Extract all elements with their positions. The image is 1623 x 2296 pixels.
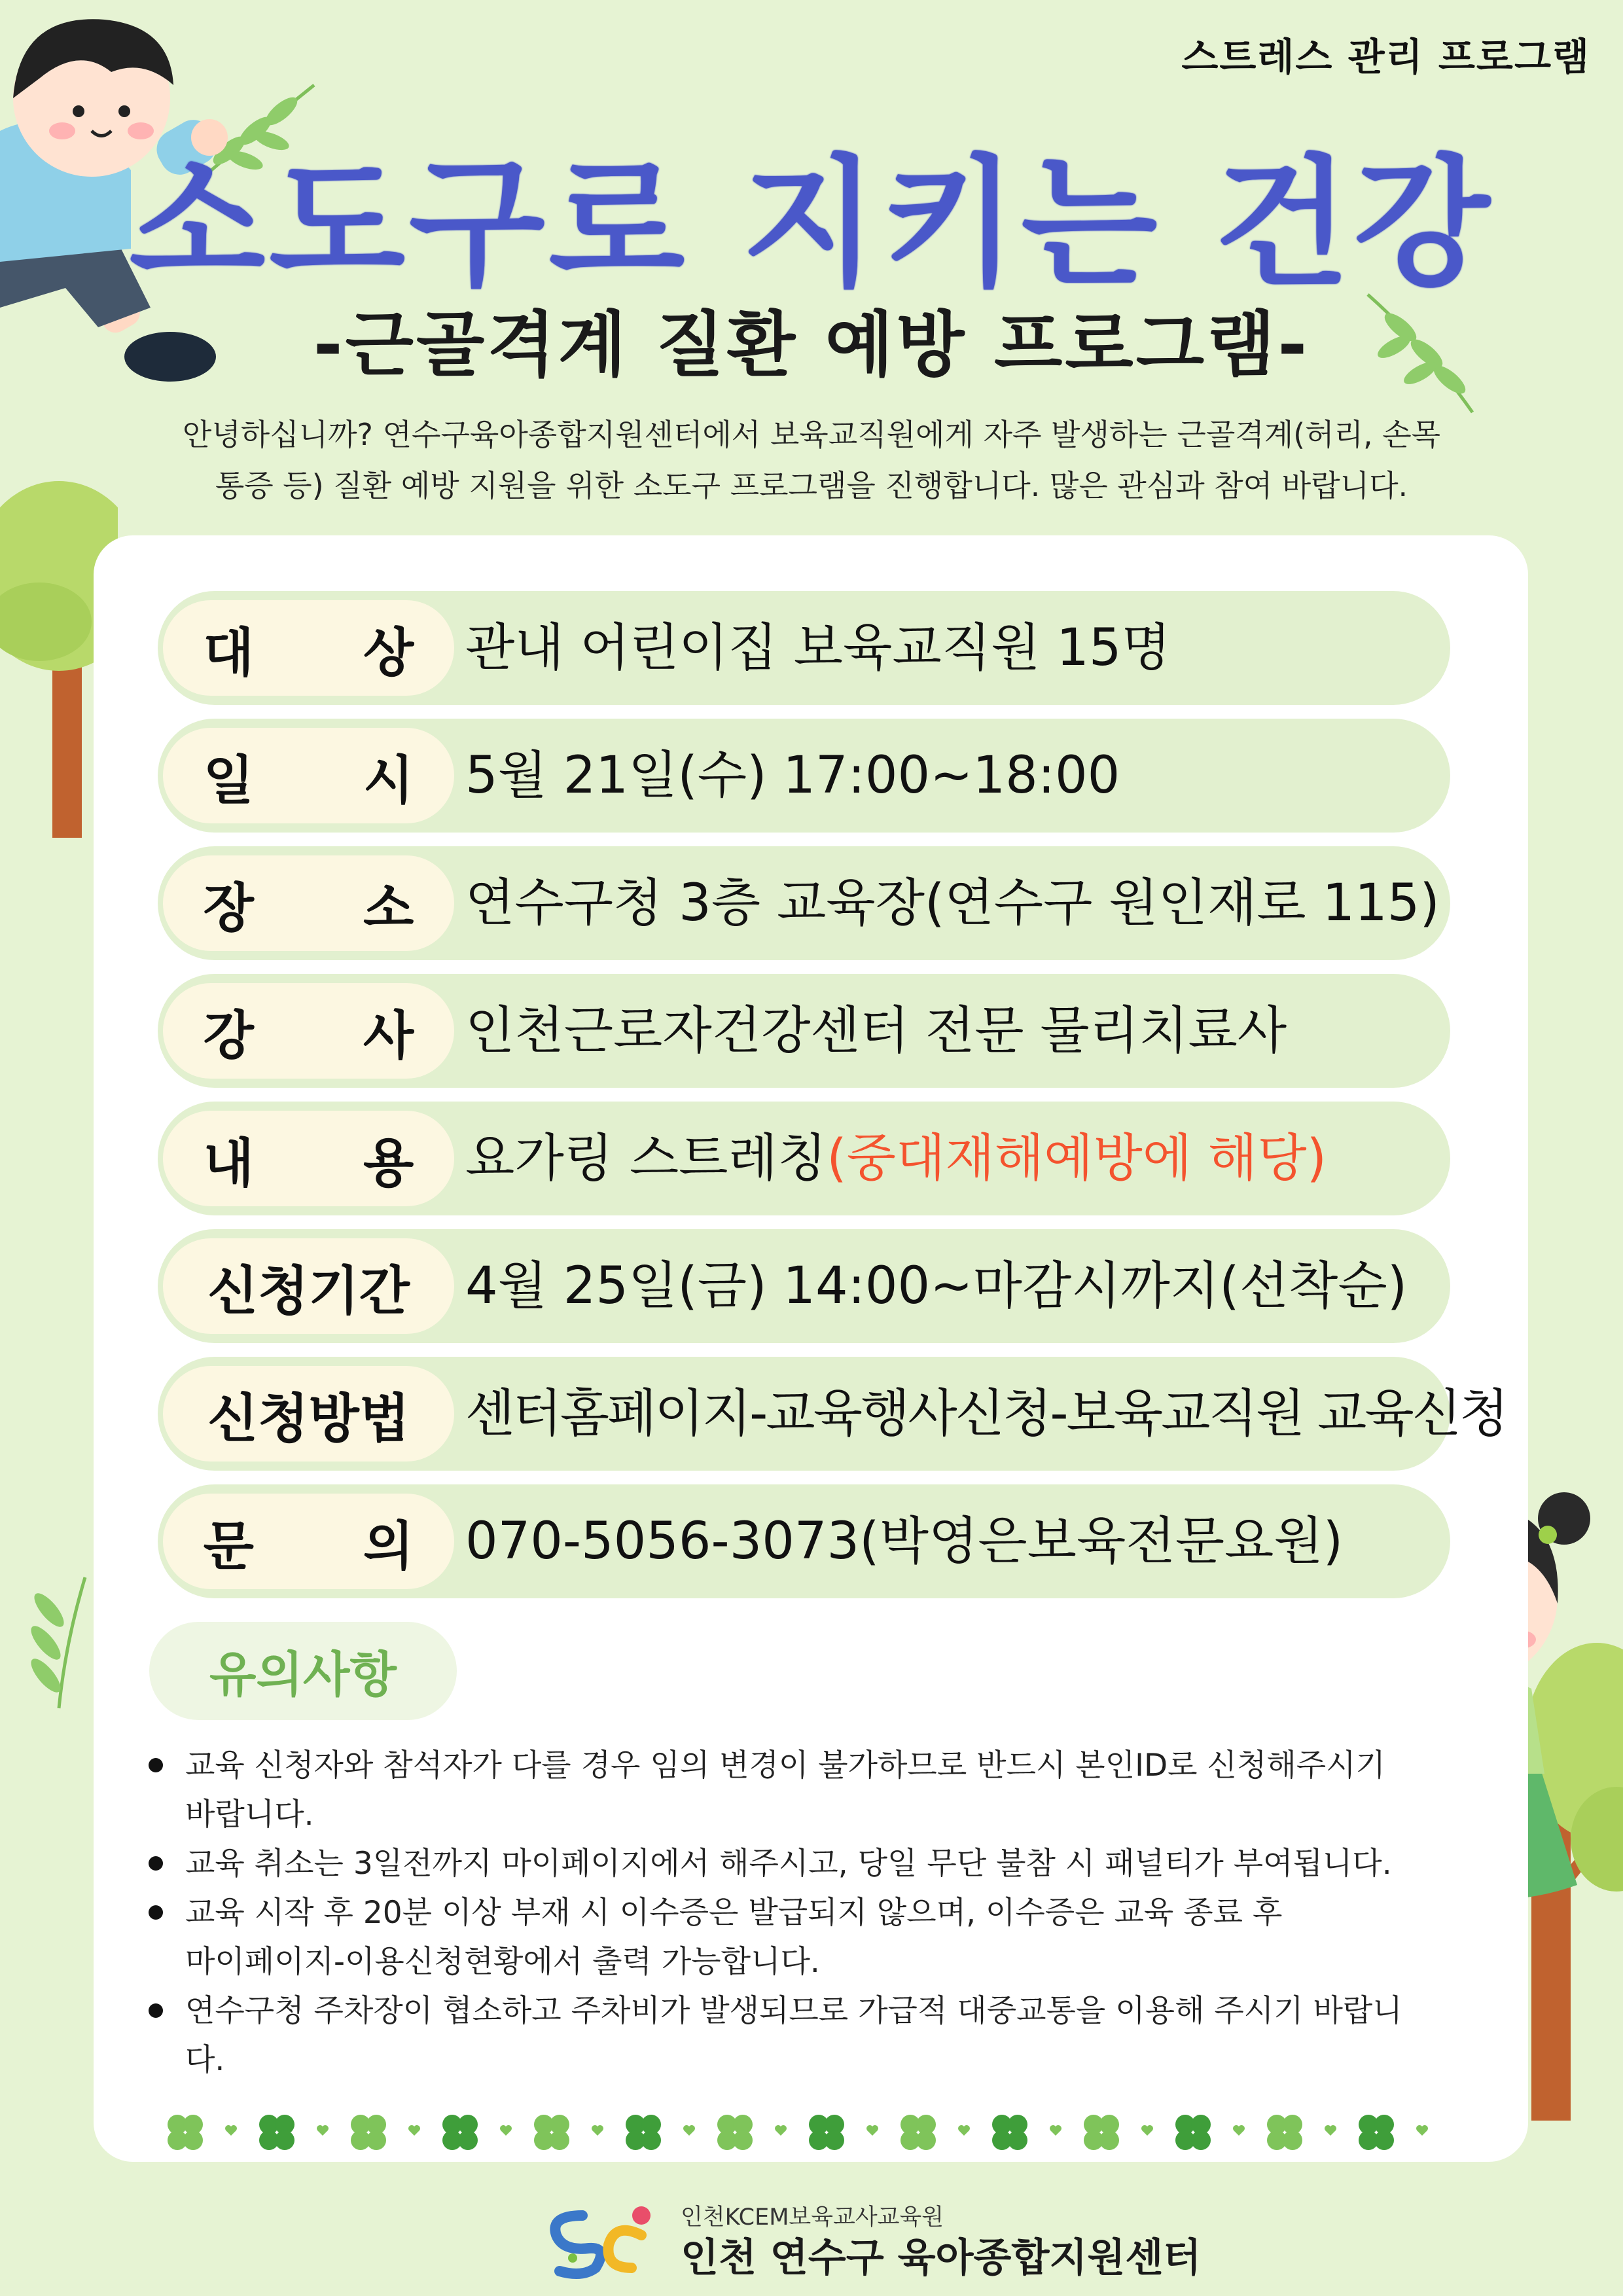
info-row-target [158,591,1450,705]
clover-icon [1359,2115,1394,2150]
clover-icon [809,2115,844,2150]
heart-icon [500,2125,512,2136]
heart-icon [1416,2125,1428,2136]
info-label: 장 소 [203,877,414,939]
notice-item-line: 바랍니다. [185,1797,314,1833]
intro-line-2: 통증 등) 질환 예방 지원을 위한 소도구 프로그램을 진행합니다. 많은 관심과 참여 바랍니다. [215,468,1408,503]
info-value: 5월 21일(수) 17:00~18:00 [465,746,1120,805]
notice-item [146,1839,1402,1888]
heart-icon [1141,2125,1153,2136]
notice-item-line: 교육 시작 후 20분 이상 부재 시 이수증은 발급되지 않으며, 이수증은 교육 종료 후 [185,1895,1283,1931]
clover-icon [168,2115,203,2150]
heart-icon [317,2125,329,2136]
info-label-pill [163,600,454,696]
clover-icon [901,2115,936,2150]
clover-icon [1084,2115,1119,2150]
sc-logo-icon [543,2196,668,2281]
notice-heading: 유의사항 [209,1647,397,1703]
heart-icon [1050,2125,1061,2136]
info-row-apply-period [158,1229,1450,1343]
heart-icon [866,2125,878,2136]
notice-item-line: 연수구청 주차장이 협소하고 주차비가 발생되므로 가급적 대중교통을 이용해 주시기 바랍니다. [185,1993,1402,2078]
heart-icon [683,2125,695,2136]
notice-item-line: 마이페이지-이용신청현황에서 출력 가능합니다. [185,1944,820,1980]
notice-item [146,1986,1402,2085]
heart-icon [592,2125,603,2136]
info-label: 신청기간 [207,1260,410,1321]
info-value: 070-5056-3073(박영은보육전문요원) [465,1512,1344,1571]
info-value: 센터홈페이지-교육행사신청-보육교직원 교육신청 [465,1384,1507,1443]
info-label: 내 용 [203,1132,414,1194]
info-label-pill [163,1111,454,1206]
bullet-icon [149,2003,163,2018]
info-value [465,1102,1327,1215]
notice-list [146,1741,1402,2085]
leaf-sprig-bottom-left [20,1571,105,1715]
info-label: 신청방법 [207,1388,410,1449]
info-label: 대 상 [203,622,414,683]
clover-icon [1175,2115,1211,2150]
info-label-pill [163,983,454,1079]
clover-border-decoration [159,2096,1468,2168]
info-label-pill [163,1366,454,1462]
clover-icon [351,2115,386,2150]
info-row-datetime [158,719,1450,833]
info-label-pill [163,1238,454,1334]
heart-icon [775,2125,787,2136]
notice-item [146,1888,1402,1986]
info-row-contact [158,1484,1450,1598]
page-subtitle: -근골격계 질환 예방 프로그램- [313,304,1310,386]
info-value-main: 요가링 스트레칭 [465,1129,827,1188]
info-label-pill [163,728,454,823]
heart-icon [225,2125,237,2136]
clover-icon [626,2115,661,2150]
heart-icon [1233,2125,1245,2136]
program-category-label: 스트레스 관리 프로그램 [1181,35,1590,79]
info-row-apply-method [158,1357,1507,1471]
info-value: 관내 어린이집 보육교직원 15명 [465,619,1171,677]
notice-item [146,1741,1402,1839]
info-label: 일 시 [203,749,414,811]
notice-item-line: 교육 취소는 3일전까지 마이페이지에서 해주시고, 당일 무단 불참 시 패널티가 부여됩니다. [185,1846,1392,1882]
clover-icon [259,2115,294,2150]
info-label-pill [163,855,454,951]
notice-item-line: 교육 신청자와 참석자가 다를 경우 임의 변경이 불가하므로 반드시 본인ID로 신청해주시기 [185,1748,1385,1784]
info-value: 4월 25일(금) 14:00~마감시까지(선착순) [465,1257,1408,1316]
info-label: 강 사 [203,1005,414,1066]
bullet-icon [149,1758,163,1772]
info-card [94,535,1528,2162]
heart-icon [408,2125,420,2136]
heart-icon [958,2125,970,2136]
info-label: 문 의 [203,1515,414,1577]
footer-org-name: 인천 연수구 육아종합지원센터 [681,2235,1202,2281]
info-value: 연수구청 3층 교육장(연수구 원인재로 115) [465,874,1440,933]
clover-icon [717,2115,753,2150]
clover-icon [534,2115,569,2150]
bullet-icon [149,1905,163,1920]
heart-icon [1325,2125,1336,2136]
intro-text [72,409,1551,511]
clover-icon [1267,2115,1302,2150]
info-row-content [158,1102,1450,1215]
clover-icon [442,2115,478,2150]
clover-icon [992,2115,1027,2150]
bullet-icon [149,1856,163,1871]
footer-org-small: 인천KCEM보육교사교육원 [681,2204,944,2231]
intro-line-1: 안녕하십니까? 연수구육아종합지원센터에서 보육교직원에게 자주 발생하는 근골격계(허리, 손목 [182,417,1441,452]
info-value: 인천근로자건강센터 전문 물리치료사 [465,1001,1287,1060]
info-row-location [158,846,1450,960]
info-label-pill [163,1494,454,1589]
info-value-highlight: (중대재해예방에 해당) [827,1129,1327,1188]
info-row-instructor [158,974,1450,1088]
notice-heading-pill [149,1622,457,1720]
page-title: 소도구로 지키는 건강 [129,141,1494,306]
